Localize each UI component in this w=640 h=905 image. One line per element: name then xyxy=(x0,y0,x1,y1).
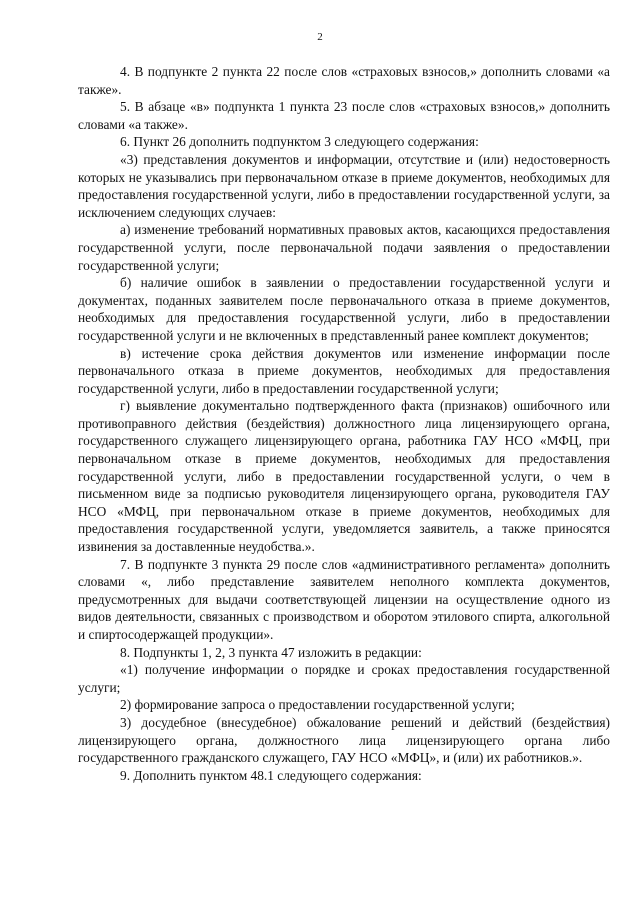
paragraph-item-6: 6. Пункт 26 дополнить подпунктом 3 следующего содержания: xyxy=(120,134,479,150)
subpoint-1-text: «1) получение информации о порядке и сроках предоставления государственной услуги; xyxy=(78,662,610,695)
paragraph-item-9: 9. Дополнить пунктом 48.1 следующего содержания: xyxy=(120,767,422,783)
case-v: в) истечение срока действия документов или изменение информации после первоначального отказа в приеме документов, необходимых для предоставления государственной услуги, либо в предоставлении государственной услуги; xyxy=(78,345,610,396)
subpoint-3-text: «3) представления документов и информации, отсутствие и (или) недостоверность которых не указывались при первоначальном отказе в приеме документов, необходимых для предоставления государственной услуги, либо в предоставлении государственной услуги, за исключением следующих случаев: xyxy=(78,151,610,220)
paragraph-item-4: 4. В подпункте 2 пункта 22 после слов «страховых взносов,» дополнить словами «а также». xyxy=(78,64,610,97)
page-number: 2 xyxy=(317,31,323,43)
paragraph-item-8: 8. Подпункты 1, 2, 3 пункта 47 изложить в редакции: xyxy=(120,644,422,660)
document-body xyxy=(78,63,610,784)
subpoint-3-appeal-text: 3) досудебное (внесудебное) обжалование решений и действий (бездействия) лицензирующего органа, должностного лица лицензирующего органа либо государственного гражданского служащего, ГАУ НСО «МФЦ», и (или) их работников.». xyxy=(78,714,610,766)
paragraph-item-5: 5. В абзаце «в» подпункта 1 пункта 23 после слов «страховых взносов,» дополнить словами «а также». xyxy=(78,99,610,132)
case-g: г) выявление документально подтвержденного факта (признаков) ошибочного или противоправного действия (бездействия) должностного лица лицензирующего органа, государственного служащего лицензирующего органа, работника ГАУ НСО «МФЦ, при первоначальном отказе в приеме документов, необходимых для предоставления государственной услуги, либо в предоставлении государственной услуги, о чем в письменном виде за подписью руководителя лицензирующего органа, руководителя ГАУ НСО «МФЦ, при первоначальном отказе в приеме документов, необходимых для предоставления государственной услуги, уведомляется заявитель, а также приносятся извинения за доставленные неудобства.». xyxy=(78,398,610,555)
case-b: б) наличие ошибок в заявлении о предоставлении государственной услуги и документах, поданных заявителем после первоначального отказа в приеме документов, необходимых для предоставления государственной услуги, либо в предоставлении государственной услуги и не включенных в представленный ранее комплект документов; xyxy=(78,275,610,343)
paragraph-item-7: 7. В подпункте 3 пункта 29 после слов «административного регламента» дополнить словами «, либо представление заявителем неполного комплекта документов, предусмотренных для выдачи соответствующей лицензии на осуществление одного из видов деятельности, связанных с производством и оборотом этилового спирта, алкогольной и спиртосодержащей продукции». xyxy=(78,556,610,642)
case-a: а) изменение требований нормативных правовых актов, касающихся предоставления государственной услуги, после первоначальной подачи заявления о предоставлении государственной услуги; xyxy=(78,222,610,273)
subpoint-2-text: 2) формирование запроса о предоставлении государственной услуги; xyxy=(120,697,515,713)
